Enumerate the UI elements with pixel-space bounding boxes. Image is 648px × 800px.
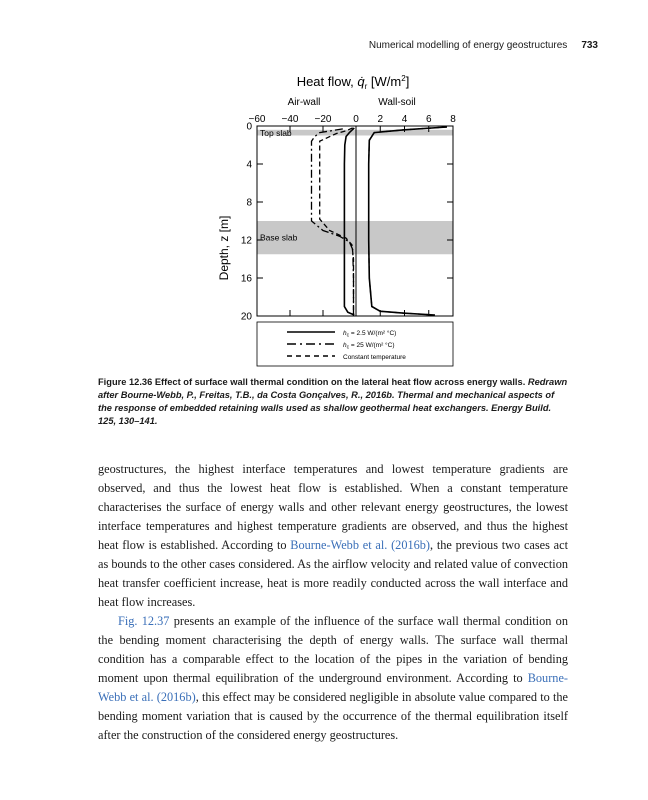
svg-text:hc = 2.5 W/(m² °C): $h_c = 2.5$ W/(m² °C) — [343, 330, 397, 339]
y-tick-label: 4 — [246, 159, 252, 171]
y-tick-label: 20 — [240, 311, 252, 323]
citation-link[interactable]: Bourne-Webb et al. (2016b) — [98, 671, 568, 704]
y-tick-label: 8 — [246, 197, 252, 209]
x-tick-label: 8 — [450, 114, 456, 125]
top-slab-label: Top slab — [260, 127, 292, 138]
caption-title: Effect of surface wall thermal condition on the lateral heat flow across energy walls. — [152, 377, 526, 387]
figure-link[interactable]: Fig. 12.37 — [118, 614, 170, 628]
right-panel-label: Wall-soil — [378, 97, 416, 108]
y-tick-label: 16 — [240, 273, 252, 285]
left-panel-label: Air-wall — [287, 97, 321, 108]
y-tick-label: 0 — [246, 121, 252, 133]
x-tick-label: −60 — [248, 114, 266, 125]
running-title: Numerical modelling of energy geostructures — [368, 40, 568, 51]
chart-title: Heat flow, $q̇_r$ $[W/m^2]$ — [296, 74, 410, 91]
x-tick-label: −40 — [281, 114, 299, 125]
heat-flow-chart — [205, 70, 485, 370]
paragraph: geostructures, the highest interface temperatures and lowest temperature gradients are observed, and thus the lowest heat flow is established. When a constant temperature characterises the surface of energy walls and other relevant energy geostructures, the lowest interface temperatures and highest temperature gradients are observed, and thus the highest heat flow is established. According to Bourne-Webb et al. (2016b), the previous two cases act as bounds to the other cases considered. As the airflow velocity and related value of convection heat transfer coefficient increase, heat is more readily conducted across the wall interface and heat flow increases. — [98, 462, 568, 609]
citation-link[interactable]: Bourne-Webb et al. (2016b) — [290, 538, 431, 552]
body-text — [98, 460, 568, 745]
x-tick-label: 2 — [377, 114, 384, 125]
x-tick-label: −20 — [314, 114, 332, 125]
y-axis-label: Depth, z [m] — [217, 215, 231, 281]
paragraph: Fig. 12.37 presents an example of the influence of the surface wall thermal condition on the bending moment characterising the depth of energy walls. The surface wall thermal condition has a comparable effect to the location of the pipes in the variation of bending moment upon thermal equilibration of the underground environment. According to Bourne-Webb et al. (2016b), this effect may be considered negligible in absolute value compared to the bending moment variation that is caused by the occurrence of the thermal equilibration itself after the construction of the considered energy geostructures. — [98, 614, 569, 742]
caption-label: Figure 12.36 — [98, 377, 153, 387]
svg-text:Constant temperature: Constant temperature — [343, 354, 406, 361]
x-tick-label: 6 — [425, 114, 432, 125]
y-tick-label: 12 — [240, 235, 252, 247]
x-tick-label: 0 — [353, 114, 359, 125]
base-slab-label: Base slab — [260, 232, 298, 243]
caption-credit: Redrawn after Bourne-Webb, P., Freitas, T.B., da Costa Gonçalves, R., 2016b. Thermal and mechanical aspects of the response of embedded retaining walls used as shallow geothermal heat exchangers. Energy Build. 125, 130–141. — [98, 377, 568, 426]
figure-heat-flow — [205, 70, 485, 370]
svg-text:hc = 25 W/(m² °C): $h_c = 25$ W/(m² °C) — [343, 342, 395, 351]
running-head — [0, 40, 598, 51]
page-number: 733 — [581, 40, 598, 51]
figure-caption — [98, 376, 568, 428]
x-tick-label: 4 — [401, 114, 408, 125]
